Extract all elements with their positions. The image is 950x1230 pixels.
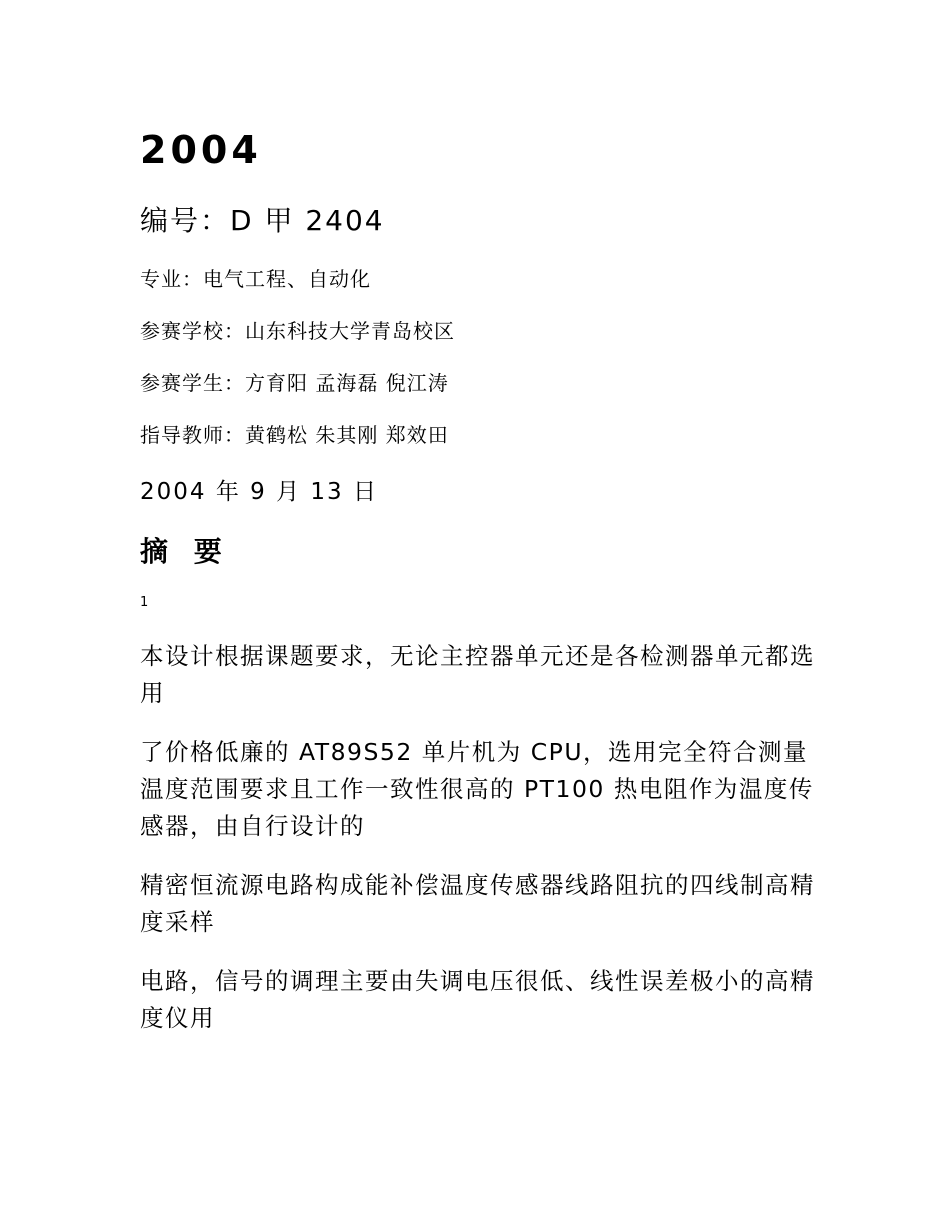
school-line: 参赛学校：山东科技大学青岛校区 <box>140 319 455 343</box>
abstract-paragraph: 电路，信号的调理主要由失调电压很低、线性误差极小的高精度仪用 <box>140 967 815 1032</box>
entry-code: 编号：D 甲 2404 <box>140 204 385 237</box>
students-line: 参赛学生：方育阳 孟海磊 倪江涛 <box>140 371 449 395</box>
date-line: 2004 年 9 月 13 日 <box>140 479 378 505</box>
major-line: 专业：电气工程、自动化 <box>140 267 371 291</box>
document-year-title: 2004 <box>140 128 262 172</box>
abstract-paragraph: 本设计根据课题要求，无论主控器单元还是各检测器单元都选用 <box>140 642 815 707</box>
teachers-line: 指导教师：黄鹤松 朱其刚 郑效田 <box>140 423 449 447</box>
abstract-heading: 摘 要 <box>140 535 230 568</box>
page-number: 1 <box>140 595 149 610</box>
abstract-paragraph: 精密恒流源电路构成能补偿温度传感器线路阻抗的四线制高精度采样 <box>140 871 815 936</box>
abstract-paragraph: 了价格低廉的 AT89S52 单片机为 CPU，选用完全符合测量温度范围要求且工作一致性很高的 PT100 热电阻作为温度传感器，由自行设计的 <box>140 738 814 840</box>
